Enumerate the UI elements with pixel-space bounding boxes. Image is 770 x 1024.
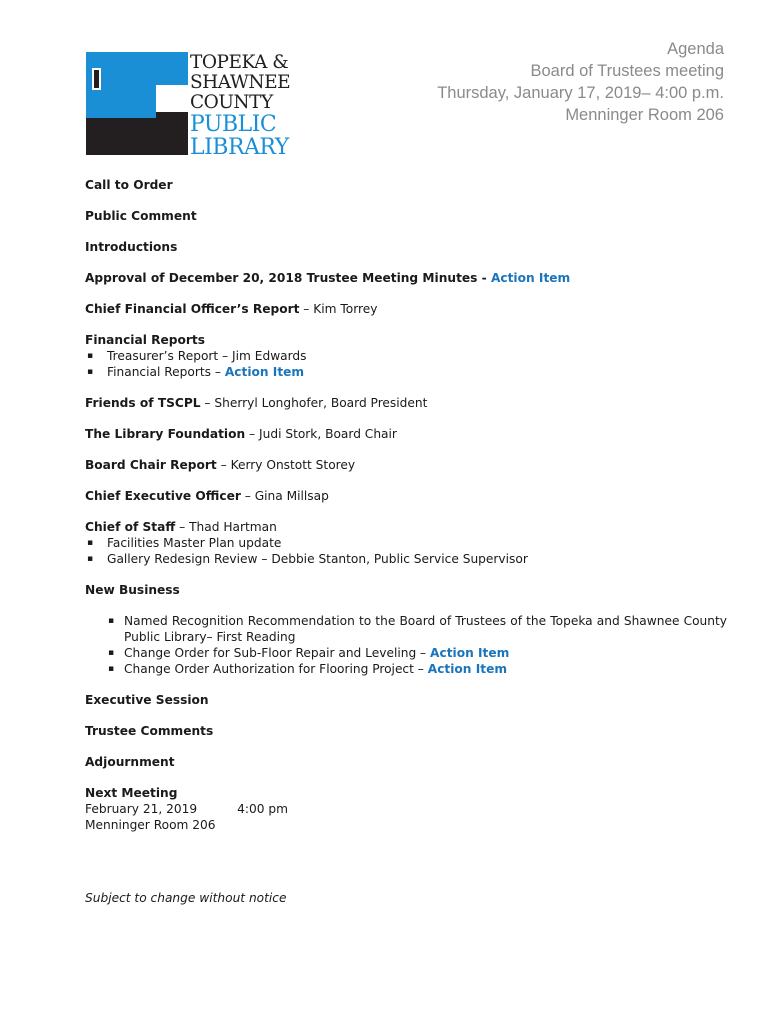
next-meeting-date: February 21, 2019 bbox=[85, 802, 198, 816]
action-item-label: Action Item bbox=[427, 662, 508, 676]
logo-line-4: PUBLIC bbox=[190, 112, 277, 137]
approval-minutes bbox=[85, 270, 727, 286]
board-chair-presenter: – Kerry Onstott Storey bbox=[216, 458, 356, 472]
list-item bbox=[85, 348, 727, 364]
logo-line-1: TOPEKA & bbox=[190, 52, 289, 73]
sub-floor-change-order: Change Order for Sub-Floor Repair and Leveling – bbox=[124, 646, 431, 660]
board-chair-title: Board Chair Report bbox=[85, 458, 217, 472]
foundation-presenter: – Judi Stork, Board Chair bbox=[245, 427, 397, 441]
next-meeting-time: 4:00 pm bbox=[237, 802, 289, 816]
friends-report bbox=[85, 395, 727, 411]
next-meeting bbox=[85, 785, 727, 833]
trustee-comments: Trustee Comments bbox=[85, 724, 214, 738]
chief-of-staff-title: Chief of Staff bbox=[85, 520, 176, 534]
cfo-report-presenter: – Kim Torrey bbox=[299, 302, 378, 316]
footer-note: Subject to change without notice bbox=[85, 891, 287, 905]
cfo-report bbox=[85, 301, 727, 317]
ceo-title: Chief Executive Officer bbox=[85, 489, 241, 503]
next-meeting-title: Next Meeting bbox=[85, 786, 178, 800]
foundation-title: The Library Foundation bbox=[85, 427, 246, 441]
action-item-label: Action Item bbox=[224, 365, 305, 379]
list-item bbox=[85, 535, 727, 551]
next-meeting-datetime bbox=[85, 801, 727, 817]
ceo-presenter: – Gina Millsap bbox=[240, 489, 329, 503]
ceo-report bbox=[85, 488, 727, 504]
list-item bbox=[85, 551, 727, 567]
header-title: Agenda bbox=[667, 40, 724, 58]
financial-reports-item: Financial Reports – bbox=[107, 365, 225, 379]
chief-of-staff-report bbox=[85, 519, 727, 567]
facilities-plan: Facilities Master Plan update bbox=[107, 536, 282, 550]
new-business bbox=[85, 582, 727, 677]
header-room: Menninger Room 206 bbox=[565, 106, 724, 124]
logo-line-3: COUNTY bbox=[190, 92, 273, 113]
approval-title: Approval of December 20, 2018 Trustee Meeting Minutes - bbox=[85, 271, 491, 285]
board-chair-report bbox=[85, 457, 727, 473]
logo-line-2: SHAWNEE bbox=[190, 72, 291, 93]
executive-session: Executive Session bbox=[85, 693, 209, 707]
financial-reports-title: Financial Reports bbox=[85, 333, 205, 347]
gallery-review: Gallery Redesign Review – Debbie Stanton, Public Service Supervisor bbox=[107, 552, 528, 566]
action-item-label: Action Item bbox=[490, 271, 571, 285]
call-to-order: Call to Order bbox=[85, 178, 173, 192]
cfo-report-title: Chief Financial Officer’s Report bbox=[85, 302, 300, 316]
agenda-header bbox=[437, 38, 724, 126]
list-item bbox=[85, 364, 727, 380]
library-logo-text bbox=[190, 53, 290, 159]
friends-title: Friends of TSCPL bbox=[85, 396, 201, 410]
adjournment: Adjournment bbox=[85, 755, 175, 769]
public-comment: Public Comment bbox=[85, 209, 197, 223]
list-item bbox=[85, 613, 727, 645]
next-meeting-location: Menninger Room 206 bbox=[85, 818, 216, 832]
list-item bbox=[85, 661, 727, 677]
financial-reports bbox=[85, 332, 727, 380]
foundation-report bbox=[85, 426, 727, 442]
named-recognition: Named Recognition Recommendation to the Board of Trustees of the Topeka and Shawnee County Public Library– First Reading bbox=[124, 614, 727, 644]
action-item-label: Action Item bbox=[430, 646, 510, 660]
flooring-change-order: Change Order Authorization for Flooring Project – bbox=[124, 662, 428, 676]
new-business-title: New Business bbox=[85, 583, 180, 597]
header-meeting: Board of Trustees meeting bbox=[530, 62, 724, 80]
chief-of-staff-presenter: – Thad Hartman bbox=[175, 520, 277, 534]
logo-line-5: LIBRARY bbox=[190, 135, 289, 160]
introductions: Introductions bbox=[85, 240, 178, 254]
friends-presenter: – Sherryl Longhofer, Board President bbox=[200, 396, 428, 410]
list-item bbox=[85, 645, 727, 661]
agenda-body bbox=[85, 177, 727, 848]
header-date: Thursday, January 17, 2019– 4:00 p.m. bbox=[437, 84, 724, 102]
treasurer-report: Treasurer’s Report – Jim Edwards bbox=[107, 349, 307, 363]
